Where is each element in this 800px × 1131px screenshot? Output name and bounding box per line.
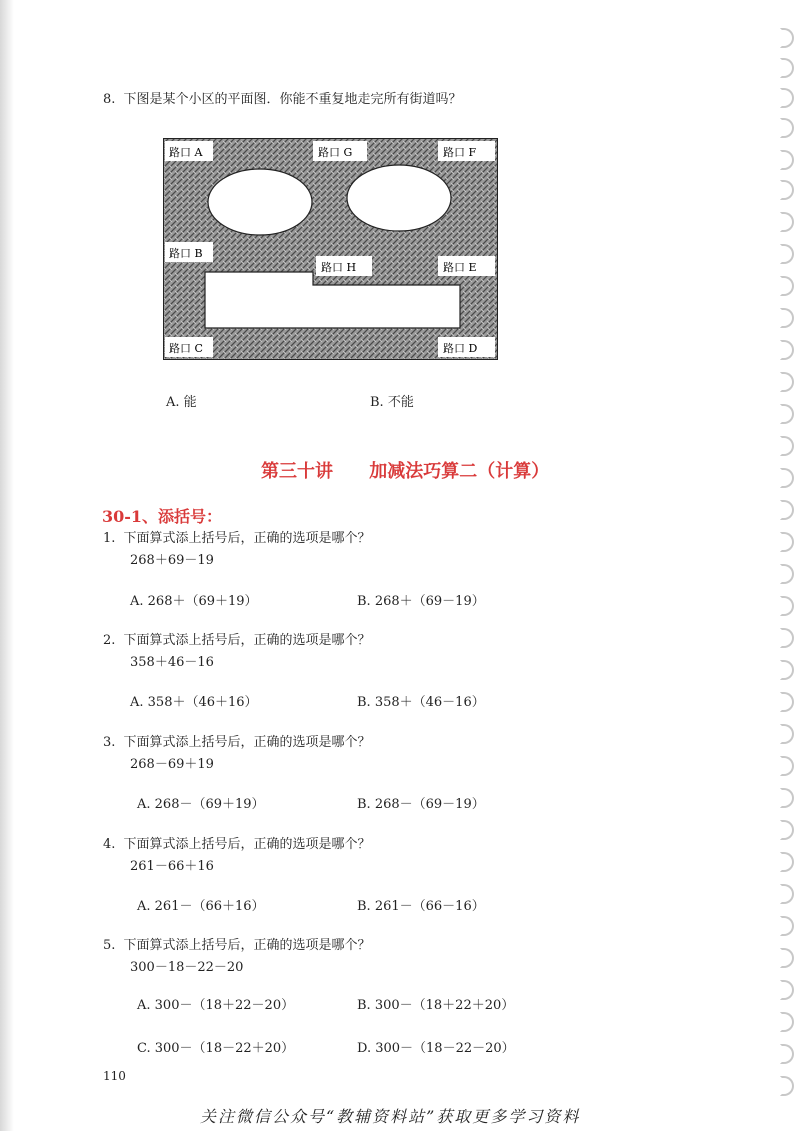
- intersection-g-label: 路口 G: [318, 146, 353, 159]
- question-prompt: 下面算式添上括号后，正确的选项是哪个？: [123, 938, 371, 953]
- intersection-a-label: 路口 A: [169, 146, 203, 159]
- page-number: 110: [103, 1069, 126, 1083]
- intersection-h-label: 路口 H: [321, 261, 357, 274]
- block-oval-right: [347, 165, 451, 231]
- question-number: 1.: [103, 531, 116, 546]
- footer-note: 关注微信公众号“教辅资料站”获取更多学习资料: [200, 1107, 581, 1126]
- question-prompt: 下面算式添上括号后，正确的选项是哪个？: [123, 531, 371, 546]
- intersection-d-label: 路口 D: [443, 342, 478, 355]
- option-a: A. 能: [166, 395, 197, 410]
- question-expression: 268＋69－19: [130, 553, 214, 568]
- option-a: A. 268－（69＋19）: [137, 797, 265, 812]
- intersection-c-label: 路口 C: [169, 342, 203, 355]
- intersection-f-label: 路口 F: [443, 146, 477, 159]
- question-2: [103, 633, 371, 649]
- option-b: B. 261－（66－16）: [357, 899, 485, 914]
- question-prompt: 下面算式添上括号后，正确的选项是哪个？: [123, 837, 371, 852]
- question-3: [103, 735, 371, 751]
- neighborhood-plan-diagram: [163, 138, 498, 360]
- question-1: [103, 531, 371, 547]
- question-number: 2.: [103, 633, 116, 648]
- lecture-subtitle: 加减法巧算二（计算）: [369, 461, 550, 482]
- question-number: 4.: [103, 837, 116, 852]
- block-oval-left: [208, 169, 312, 235]
- question-number: 8.: [103, 92, 116, 107]
- lecture-heading: [261, 457, 549, 483]
- option-a: A. 268＋（69＋19）: [130, 594, 258, 609]
- question-5: [103, 938, 371, 954]
- page-left-shadow: [0, 0, 14, 1131]
- intersection-b-label: 路口 B: [169, 247, 203, 260]
- option-c: C. 300－（18－22＋20）: [137, 1041, 295, 1056]
- question-text: 下图是某个小区的平面图．你能不重复地走完所有街道吗？: [123, 92, 462, 107]
- question-expression: 268－69＋19: [130, 757, 214, 772]
- lecture-title: 第三十讲: [261, 461, 333, 482]
- question-number: 3.: [103, 735, 116, 750]
- option-a: A. 358＋（46＋16）: [130, 695, 258, 710]
- question-8: [103, 88, 462, 107]
- question-4: [103, 837, 371, 853]
- spiral-binding: [776, 0, 798, 1131]
- question-prompt: 下面算式添上括号后，正确的选项是哪个？: [123, 633, 371, 648]
- option-a: A. 300－（18＋22－20）: [137, 998, 295, 1013]
- option-a: A. 261－（66＋16）: [137, 899, 265, 914]
- question-expression: 358＋46－16: [130, 655, 214, 670]
- option-b: B. 268＋（69－19）: [357, 594, 485, 609]
- question-expression: 300－18－22－20: [130, 960, 244, 975]
- question-number: 5.: [103, 938, 116, 953]
- section-title: 30-1、添括号：: [102, 507, 223, 526]
- option-d: D. 300－（18－22－20）: [357, 1041, 515, 1056]
- question-expression: 261－66＋16: [130, 859, 214, 874]
- option-b: B. 358＋（46－16）: [357, 695, 485, 710]
- option-b: B. 300－（18＋22＋20）: [357, 998, 515, 1013]
- option-b: B. 268－（69－19）: [357, 797, 485, 812]
- intersection-e-label: 路口 E: [443, 261, 477, 274]
- question-prompt: 下面算式添上括号后，正确的选项是哪个？: [123, 735, 371, 750]
- option-b: B. 不能: [370, 395, 414, 410]
